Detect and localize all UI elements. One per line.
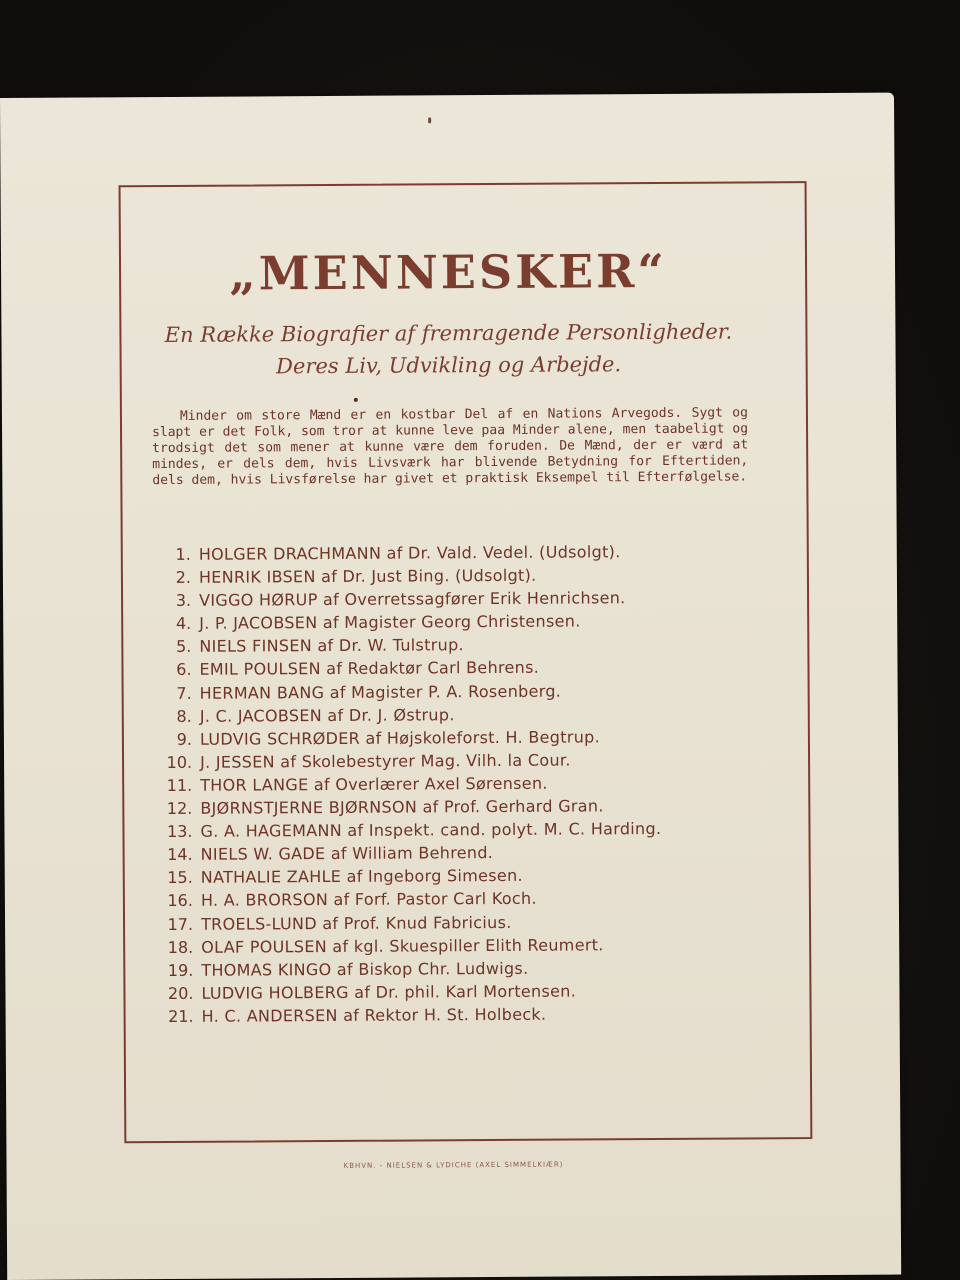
list-item-text: OLAF POULSEN af kgl. Skuespiller Elith Reumert. bbox=[201, 934, 604, 957]
list-item-text: LUDVIG HOLBERG af Dr. phil. Karl Mortensen. bbox=[201, 981, 577, 1003]
list-item-number: 20. bbox=[167, 983, 194, 1003]
list-item-number: 11. bbox=[166, 775, 193, 795]
list-item-number: 10. bbox=[166, 752, 193, 772]
list-item-text: HENRIK IBSEN af Dr. Just Bing. (Udsolgt). bbox=[198, 565, 537, 587]
list-item-text: HOLGER DRACHMANN af Dr. Vald. Vedel. (Udsolgt). bbox=[198, 542, 621, 564]
list-item-number: 6. bbox=[176, 660, 192, 680]
intro-text: Minder om store Mænd er en kostbar Del af en Nations Arvegods. Sygt og slapt er det Folk, som tror at kunne leve paa Minder alene, men taabeligt og trodsigt det som mener at kunne være dem foruden. De Mænd, der er værd at mindes, er dels dem, hvis Livsværk har blivende Betydning for Eftertiden, dels dem, hvis Livsførelse har givet et praktisk Eksempel til Efterfølgelse. bbox=[152, 405, 749, 489]
page-title: „MENNESKER“ bbox=[229, 243, 667, 301]
list-item-number: 7. bbox=[176, 683, 192, 703]
list-item-text: THOR LANGE af Overlærer Axel Sørensen. bbox=[200, 773, 548, 795]
list-item-text: H. A. BRORSON af Forf. Pastor Carl Koch. bbox=[200, 889, 537, 911]
paper-sheet bbox=[0, 93, 901, 1280]
list-item-text: VIGGO HØRUP af Overretssagfører Erik Henrichsen. bbox=[199, 588, 626, 610]
list-item-number: 19. bbox=[167, 960, 194, 980]
list-item-number: 5. bbox=[176, 637, 192, 657]
list-item-text: J. P. JACOBSEN af Magister Georg Christensen. bbox=[199, 611, 581, 634]
subtitle-line-2: Deres Liv, Udvikling og Arbejde. bbox=[276, 352, 622, 379]
list-item-number: 14. bbox=[167, 845, 193, 865]
list-item-number: 4. bbox=[175, 614, 192, 634]
list-item bbox=[156, 1001, 806, 1028]
list-item-text: LUDVIG SCHRØDER af Højskoleforst. H. Begtrup. bbox=[199, 727, 601, 749]
list-item-number: 1. bbox=[175, 544, 191, 564]
list-item-text: TROELS-LUND af Prof. Knud Fabricius. bbox=[200, 912, 512, 934]
list-item-number: 15. bbox=[167, 868, 193, 888]
intro-paragraph bbox=[152, 405, 748, 489]
list-item-number: 16. bbox=[167, 891, 193, 911]
subtitle-line-1: En Række Biografier af fremragende Personligheder. bbox=[164, 319, 733, 347]
list-item-number: 21. bbox=[168, 1006, 194, 1026]
list-item-text: NIELS W. GADE af William Behrend. bbox=[200, 843, 494, 865]
list-item-text: J. C. JACOBSEN af Dr. J. Østrup. bbox=[199, 704, 455, 726]
list-item-number: 12. bbox=[166, 798, 193, 819]
separator-dot bbox=[354, 398, 358, 402]
biography-list bbox=[153, 539, 806, 1028]
list-item-text: THOMAS KINGO af Biskop Chr. Ludwigs. bbox=[201, 958, 529, 980]
list-item-number: 18. bbox=[167, 937, 194, 957]
list-item-number: 3. bbox=[175, 591, 192, 611]
list-item-number: 9. bbox=[176, 729, 192, 749]
list-item-text: G. A. HAGEMANN af Inspekt. cand. polyt. M. C. Harding. bbox=[200, 819, 662, 841]
list-item-number: 13. bbox=[166, 821, 193, 842]
list-item-text: HERMAN BANG af Magister P. A. Rosenberg. bbox=[199, 681, 562, 703]
printer-imprint: KBHVN. - NIELSEN & LYDICHE (AXEL SIMMELKIÆR) bbox=[343, 1160, 564, 1170]
list-item-text: H. C. ANDERSEN af Rektor H. St. Holbeck. bbox=[201, 1004, 547, 1026]
paper-speck bbox=[428, 117, 431, 123]
list-item-number: 8. bbox=[176, 706, 192, 726]
list-item-text: NATHALIE ZAHLE af Ingeborg Simesen. bbox=[200, 866, 523, 888]
list-item-text: EMIL POULSEN af Redaktør Carl Behrens. bbox=[199, 658, 540, 680]
list-item-number: 2. bbox=[175, 567, 191, 588]
list-item-text: J. JESSEN af Skolebestyrer Mag. Vilh. la Cour. bbox=[200, 750, 571, 772]
list-item-number: 17. bbox=[167, 914, 194, 934]
list-item-text: NIELS FINSEN af Dr. W. Tulstrup. bbox=[199, 635, 464, 657]
list-item-text: BJØRNSTJERNE BJØRNSON af Prof. Gerhard Gran. bbox=[200, 796, 604, 818]
